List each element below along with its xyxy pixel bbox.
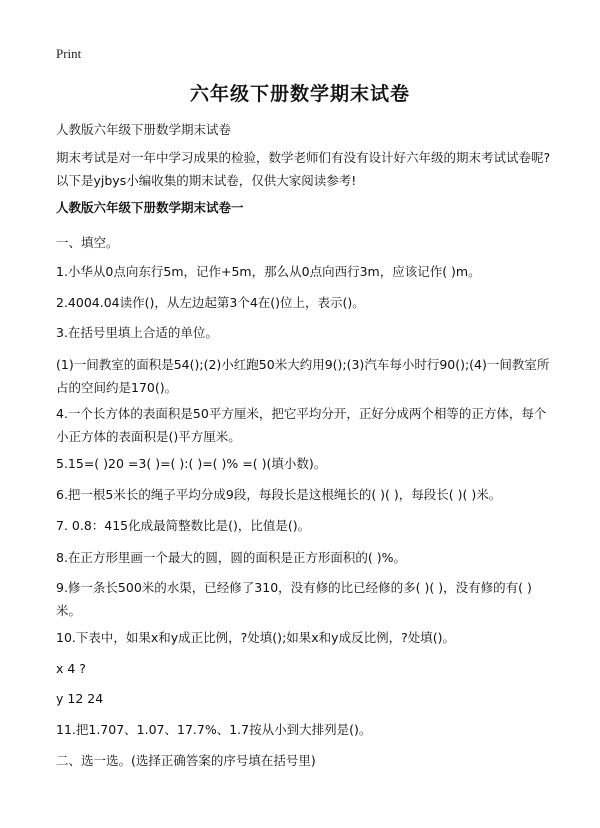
- table-row-x: x 4 ?: [56, 661, 86, 676]
- question-5: 5.15=( )20 =3( )=( ):( )=( )% =( )(填小数)。: [56, 456, 327, 471]
- section-heading-multiple-choice: 二、选一选。(选择正确答案的序号填在括号里): [56, 753, 316, 768]
- print-link[interactable]: Print: [56, 46, 82, 61]
- question-7: 7. 0.8：415化成最简整数比是()，比值是()。: [56, 518, 311, 533]
- question-10: 10.下表中，如果x和y成正比例，?处填();如果x和y成反比例，?处填()。: [56, 630, 455, 645]
- exam-heading: 人教版六年级下册数学期末试卷一: [56, 200, 244, 215]
- question-4: 4.一个长方体的表面积是50平方厘米，把它平均分开，正好分成两个相等的正方体，每个小正方体的表面积是()平方厘米。: [56, 406, 547, 444]
- question-9: 9.修一条长500米的水渠，已经修了310，没有修的比已经修的多( )( )，没有修的有( )米。: [56, 580, 532, 618]
- intro-paragraph: 期末考试是对一年中学习成果的检验，数学老师们有没有设计好六年级的期末考试试卷呢?以下是yjbys小编收集的期末试卷，仅供大家阅读参考!: [56, 150, 551, 188]
- page-title: 六年级下册数学期末试卷: [189, 83, 410, 105]
- question-2: 2.4004.04读作()，从左边起第3个4在()位上，表示()。: [56, 295, 365, 310]
- table-row-y: y 12 24: [56, 691, 104, 706]
- question-1: 1.小华从0点向东行5m，记作+5m，那么从0点向西行3m，应该记作( )m。: [56, 264, 481, 279]
- question-3: 3.在括号里填上合适的单位。: [56, 325, 218, 340]
- section-heading-fill-in: 一、填空。: [56, 235, 119, 250]
- question-8: 8.在正方形里画一个最大的圆，圆的面积是正方形面积的( )%。: [56, 550, 407, 565]
- question-11: 11.把1.707、1.07、17.7%、1.7按从小到大排列是()。: [56, 722, 372, 737]
- subtitle: 人教版六年级下册数学期末试卷: [56, 122, 232, 137]
- question-6: 6.把一根5米长的绳子平均分成9段，每段长是这根绳长的( )( )，每段长( )( )米。: [56, 487, 502, 502]
- question-3-detail: (1)一间教室的面积是54();(2)小红跑50米大约用9();(3)汽车每小时行90();(4)一间教室所占的空间约是170()。: [56, 357, 550, 395]
